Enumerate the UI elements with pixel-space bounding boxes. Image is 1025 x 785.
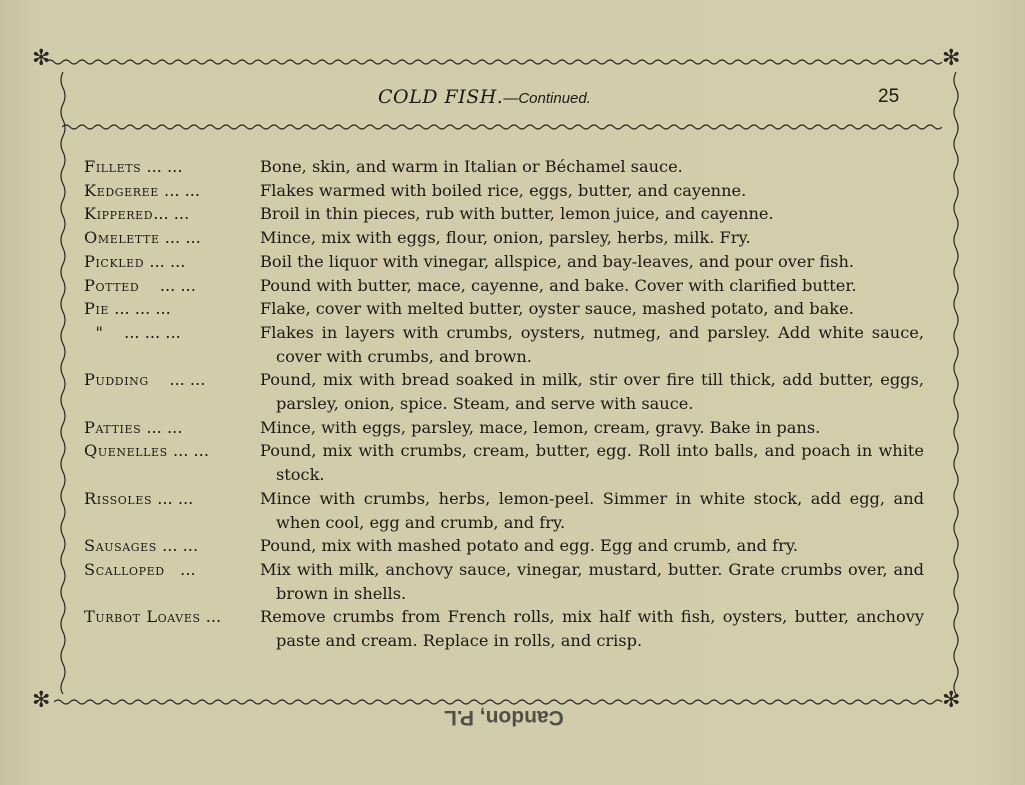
entry-label xyxy=(84,487,260,534)
entry-name: Sausages xyxy=(84,536,157,556)
entry-description: Pound, mix with crumbs, cream, butter, egg. Roll into balls, and poach in white stock. xyxy=(260,441,924,485)
entry-leader: ... ... xyxy=(139,275,196,295)
entry-name: Rissoles xyxy=(84,488,153,508)
entry-name: Turbot Loaves xyxy=(84,607,201,627)
entry-label xyxy=(84,558,260,605)
entry-label xyxy=(84,155,260,179)
entry-label xyxy=(84,297,260,321)
list-item xyxy=(84,558,924,605)
entry-leader: ... ... xyxy=(148,370,206,390)
entry-name: Pudding xyxy=(84,370,149,390)
entry-leader: ... ... xyxy=(158,180,201,200)
entry-name: Kedgeree xyxy=(84,180,159,200)
list-item xyxy=(84,226,924,250)
list-item xyxy=(84,297,924,321)
entry-leader: ... ... xyxy=(141,417,183,437)
entry-name: Pie xyxy=(84,299,110,319)
list-item xyxy=(84,321,924,368)
entry-name: Patties xyxy=(84,417,142,437)
top-left-star-icon: ✻ xyxy=(32,46,51,71)
entry-description: Pound, mix with bread soaked in milk, stir over fire till thick, add butter, eggs, parsley, onion, spice. Steam, and serve with sauce. xyxy=(260,370,924,414)
list-item xyxy=(84,416,924,440)
entry-label xyxy=(84,250,260,274)
entry-name: Quenelles xyxy=(84,441,168,461)
entry-label xyxy=(84,179,260,203)
entry-description: Boil the liquor with vinegar, allspice, and bay-leaves, and pour over fish. xyxy=(260,251,855,271)
entry-leader: ... ... xyxy=(152,488,194,508)
entry-leader: ... ... xyxy=(141,157,183,176)
left-wavy-border xyxy=(58,72,68,694)
entry-label xyxy=(84,534,260,558)
top-wavy-border xyxy=(46,57,946,67)
entry-label xyxy=(84,605,260,652)
entry-description: Mince, mix with eggs, flour, onion, parsley, herbs, milk. Fry. xyxy=(260,228,751,248)
bottom-left-star-icon: ✻ xyxy=(32,688,51,713)
entry-name: Fillets xyxy=(84,157,142,176)
page-title xyxy=(378,86,591,108)
entry-leader: ... xyxy=(164,559,196,579)
entry-leader: ... ... xyxy=(156,536,199,556)
recipe-list xyxy=(84,155,924,653)
entry-name: " xyxy=(84,322,104,342)
entry-label xyxy=(84,321,260,368)
entry-leader: ... ... xyxy=(159,228,201,248)
entry-label xyxy=(84,368,260,415)
entry-label xyxy=(84,439,260,486)
list-item xyxy=(84,250,924,274)
entry-leader: ... ... xyxy=(144,251,186,271)
entry-description: Flake, cover with melted butter, oyster sauce, mashed potato, and bake. xyxy=(260,299,854,319)
list-item xyxy=(84,487,924,534)
entry-leader: ... xyxy=(200,607,222,627)
page-title-continued: —Continued. xyxy=(503,90,591,107)
entry-description: Mince with crumbs, herbs, lemon-peel. Simmer in white stock, add egg, and when cool, egg and crumb, and fry. xyxy=(260,488,924,532)
bottom-right-star-icon: ✻ xyxy=(942,688,961,713)
entry-description: Mince, with eggs, parsley, mace, lemon, cream, gravy. Bake in pans. xyxy=(260,417,821,437)
list-item xyxy=(84,179,924,203)
entry-description: Pound, mix with mashed potato and egg. Egg and crumb, and fry. xyxy=(260,536,799,556)
entry-leader: ... ... ... xyxy=(109,299,171,319)
entry-description: Broil in thin pieces, rub with butter, lemon juice, and cayenne. xyxy=(260,204,774,224)
list-item xyxy=(84,605,924,652)
entry-leader: ... ... xyxy=(167,441,209,461)
top-right-star-icon: ✻ xyxy=(942,46,961,71)
entry-description: Bone, skin, and warm in Italian or Béchamel sauce. xyxy=(260,157,683,176)
entry-name: Potted xyxy=(84,275,140,295)
entry-description: Flakes warmed with boiled rice, eggs, butter, and cayenne. xyxy=(260,180,747,200)
list-item xyxy=(84,534,924,558)
right-wavy-border xyxy=(951,72,961,694)
page-title-text: COLD FISH. xyxy=(378,86,504,108)
entry-label xyxy=(84,202,260,226)
entry-name: Pickled xyxy=(84,251,145,271)
entry-leader: ... ... xyxy=(153,204,190,224)
entry-description: Flakes in layers with crumbs, oysters, nutmeg, and parsley. Add white sauce, cover with crumbs, and brown. xyxy=(260,322,924,366)
entry-label xyxy=(84,274,260,298)
entry-name: Scalloped xyxy=(84,559,165,579)
list-item xyxy=(84,368,924,415)
entry-description: Remove crumbs from French rolls, mix half with fish, oysters, butter, anchovy paste and cream. Replace in rolls, and crisp. xyxy=(260,607,924,651)
entry-name: Kippered xyxy=(84,204,154,224)
entry-description: Mix with milk, anchovy sauce, vinegar, mustard, butter. Grate crumbs over, and brown in shells. xyxy=(260,559,924,603)
header-wavy-rule xyxy=(62,122,942,132)
page-number: 25 xyxy=(878,86,900,107)
footer-stamp: Candon, P.L xyxy=(444,706,564,729)
entry-name: Omelette xyxy=(84,228,160,248)
list-item xyxy=(84,155,924,179)
list-item xyxy=(84,274,924,298)
entry-leader: ... ... ... xyxy=(103,322,181,342)
list-item xyxy=(84,439,924,486)
entry-label xyxy=(84,226,260,250)
entry-description: Pound with butter, mace, cayenne, and bake. Cover with clarified butter. xyxy=(260,275,857,295)
list-item xyxy=(84,202,924,226)
entry-label xyxy=(84,416,260,440)
